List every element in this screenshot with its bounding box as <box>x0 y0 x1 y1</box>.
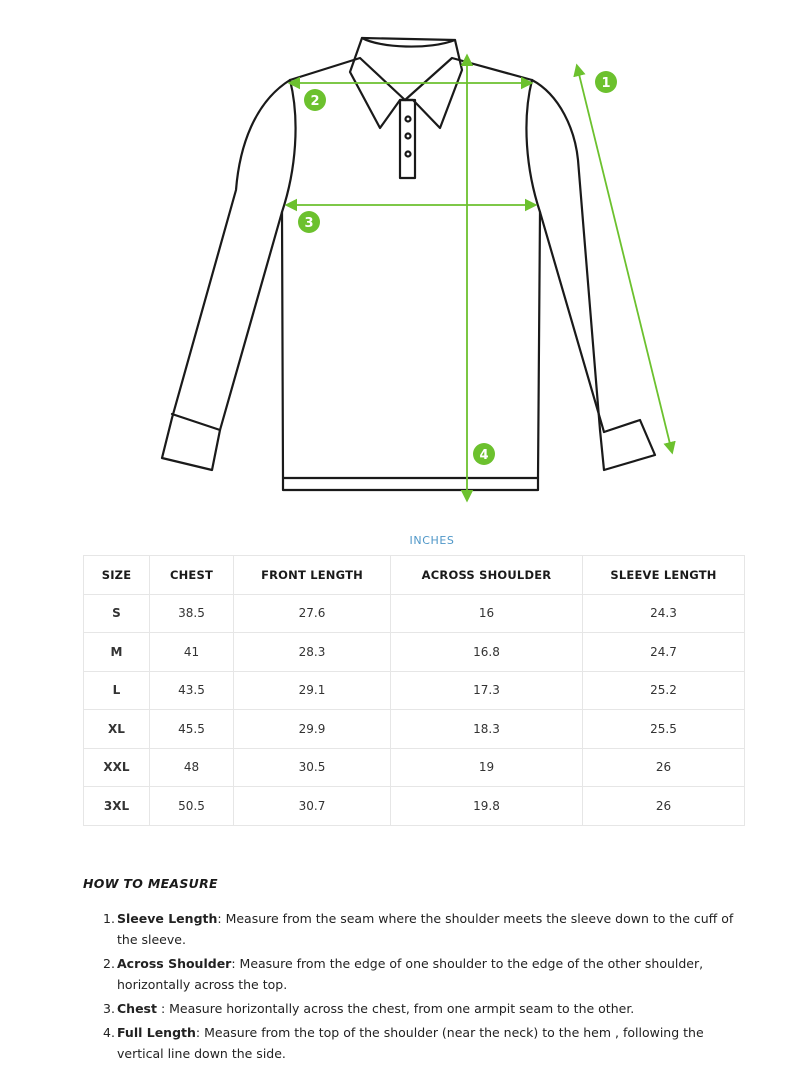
measurement-lines <box>287 56 672 500</box>
sleeve-length-cell: 25.2 <box>583 671 745 710</box>
across-shoulder-cell: 16 <box>391 594 583 633</box>
how-to-measure-title: HOW TO MEASURE <box>83 876 218 891</box>
list-item <box>103 953 747 995</box>
header-chest: CHEST <box>150 556 234 595</box>
size-chart-table <box>83 555 745 826</box>
item-separator: : <box>217 911 222 926</box>
size-cell: L <box>84 671 150 710</box>
front-length-cell: 29.9 <box>234 710 391 749</box>
chest-cell: 45.5 <box>150 710 234 749</box>
size-cell: XL <box>84 710 150 749</box>
sleeve-length-cell: 25.5 <box>583 710 745 749</box>
item-number: 3. <box>103 1001 115 1016</box>
table-header-row <box>84 556 745 595</box>
item-number: 1. <box>103 911 115 926</box>
how-to-measure-list <box>103 908 747 1067</box>
list-item <box>103 908 747 950</box>
size-cell: XXL <box>84 748 150 787</box>
item-term: Across Shoulder <box>117 956 232 971</box>
item-separator: : <box>195 1025 201 1040</box>
item-number: 4. <box>103 1025 115 1040</box>
marker-4-number: 4 <box>479 448 489 463</box>
header-size: SIZE <box>84 556 150 595</box>
item-term: Chest <box>117 1001 157 1016</box>
item-text: Measure from the seam where the shoulder meets the sleeve down to the cuff of the sleeve. <box>117 911 734 947</box>
front-length-cell: 30.5 <box>234 748 391 787</box>
item-text: Measure from the top of the shoulder (near the neck) to the hem , following the vertical line down the side. <box>117 1025 704 1061</box>
unit-label: INCHES <box>409 534 455 547</box>
marker-4-badge <box>473 443 495 465</box>
header-across-shoulder: ACROSS SHOULDER <box>391 556 583 595</box>
header-sleeve-length: SLEEVE LENGTH <box>583 556 745 595</box>
item-term: Full Length <box>117 1025 196 1040</box>
item-term: Sleeve Length <box>117 911 218 926</box>
shirt-measurement-diagram <box>0 0 800 520</box>
chest-cell: 38.5 <box>150 594 234 633</box>
across-shoulder-cell: 16.8 <box>391 633 583 672</box>
across-shoulder-cell: 19.8 <box>391 787 583 826</box>
front-length-cell: 27.6 <box>234 594 391 633</box>
table-row <box>84 787 745 826</box>
marker-3-badge <box>298 211 320 233</box>
item-separator: : <box>231 956 236 971</box>
front-length-cell: 28.3 <box>234 633 391 672</box>
front-length-cell: 30.7 <box>234 787 391 826</box>
across-shoulder-cell: 17.3 <box>391 671 583 710</box>
chest-cell: 41 <box>150 633 234 672</box>
marker-2-number: 2 <box>310 94 320 109</box>
sleeve-length-cell: 24.7 <box>583 633 745 672</box>
sleeve-length-line <box>577 66 672 452</box>
chest-cell: 43.5 <box>150 671 234 710</box>
list-item <box>103 998 747 1019</box>
item-separator: : <box>156 1001 166 1016</box>
table-row <box>84 671 745 710</box>
list-item <box>103 1022 747 1064</box>
chest-cell: 50.5 <box>150 787 234 826</box>
marker-badges <box>298 71 617 465</box>
front-length-cell: 29.1 <box>234 671 391 710</box>
sleeve-length-cell: 26 <box>583 748 745 787</box>
chest-cell: 48 <box>150 748 234 787</box>
size-cell: 3XL <box>84 787 150 826</box>
shirt-outline-icon <box>162 38 655 490</box>
size-cell: S <box>84 594 150 633</box>
sleeve-length-cell: 26 <box>583 787 745 826</box>
header-front-length: FRONT LENGTH <box>234 556 391 595</box>
table-row <box>84 594 745 633</box>
size-cell: M <box>84 633 150 672</box>
marker-3-number: 3 <box>304 216 314 231</box>
table-row <box>84 748 745 787</box>
marker-1-number: 1 <box>601 76 611 91</box>
item-text: Measure horizontally across the chest, from one armpit seam to the other. <box>165 1001 635 1016</box>
marker-2-badge <box>304 89 326 111</box>
item-number: 2. <box>103 956 115 971</box>
marker-1-badge <box>595 71 617 93</box>
sleeve-length-cell: 24.3 <box>583 594 745 633</box>
item-text: Measure from the edge of one shoulder to the edge of the other shoulder, horizontally across the top. <box>117 956 704 992</box>
across-shoulder-cell: 19 <box>391 748 583 787</box>
table-row <box>84 710 745 749</box>
table-row <box>84 633 745 672</box>
across-shoulder-cell: 18.3 <box>391 710 583 749</box>
